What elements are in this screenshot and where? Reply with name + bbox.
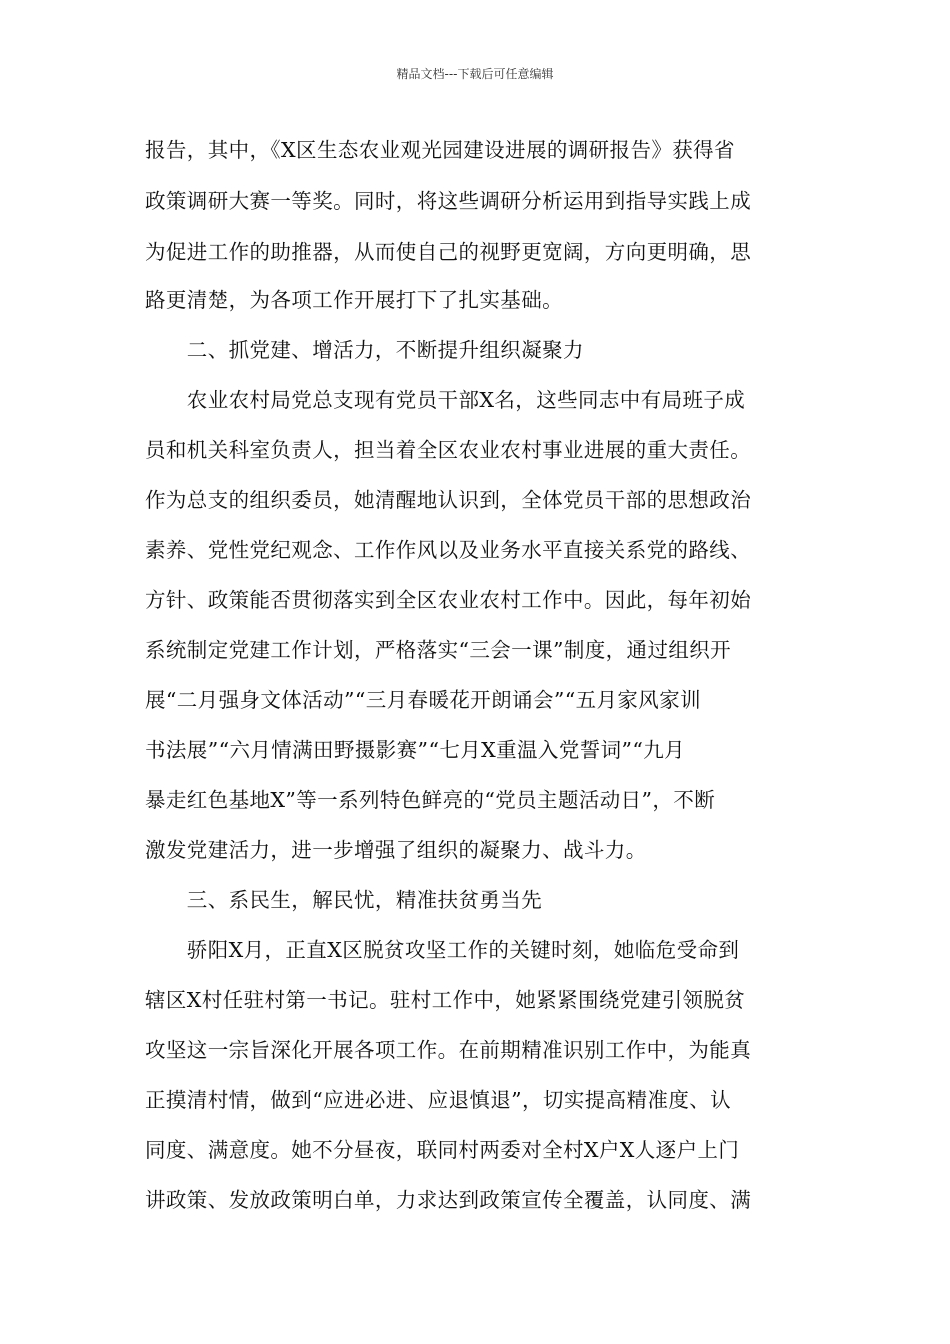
body-line: 员和机关科室负责人，担当着全区农业农村事业进展的重大责任。 — [145, 438, 752, 462]
body-line: 激发党建活力，进一步增强了组织的凝聚力、战斗力。 — [145, 838, 647, 862]
body-line: 辖区X村任驻村第一书记。驻村工作中，她紧紧围绕党建引领脱贫 — [145, 988, 746, 1012]
body-line: 报告，其中，《X区生态农业观光园建设进展的调研报告》获得省 — [145, 138, 735, 162]
body-line: 书法展”“六月情满田野摄影赛”“七月X重温入党誓词”“九月 — [145, 738, 686, 762]
section-heading: 二、抓党建、增活力，不断提升组织凝聚力 — [145, 338, 584, 362]
section-heading: 三、系民生，解民忧，精准扶贫勇当先 — [145, 888, 543, 912]
body-line: 同度、满意度。她不分昼夜，联同村两委对全村X户X人逐户上门 — [145, 1138, 740, 1162]
body-line: 作为总支的组织委员，她清醒地认识到，全体党员干部的思想政治 — [145, 488, 752, 512]
body-line: 系统制定党建工作计划，严格落实“三会一课”制度，通过组织开 — [145, 638, 732, 662]
body-line: 农业农村局党总支现有党员干部X名，这些同志中有局班子成 — [145, 388, 746, 412]
body-line: 路更清楚，为各项工作开展打下了扎实基础。 — [145, 288, 563, 312]
page-header: 精品文档---下载后可任意编辑 — [396, 67, 554, 81]
body-line: 素养、党性党纪观念、工作作风以及业务水平直接关系党的路线、 — [145, 538, 752, 562]
body-line: 为促进工作的助推器，从而使自己的视野更宽阔，方向更明确，思 — [145, 240, 752, 264]
body-line: 暴走红色基地X”等一系列特色鲜亮的“党员主题活动日”，不断 — [145, 788, 716, 812]
body-line: 正摸清村情，做到“应进必进、应退慎退”，切实提高精准度、认 — [145, 1088, 732, 1112]
body-line: 骄阳X月，正直X区脱贫攻坚工作的关键时刻，她临危受命到 — [145, 938, 740, 962]
body-line: 政策调研大赛一等奖。同时，将这些调研分析运用到指导实践上成 — [145, 189, 752, 213]
body-line: 攻坚这一宗旨深化开展各项工作。在前期精准识别工作中，为能真 — [145, 1038, 752, 1062]
body-line: 方针、政策能否贯彻落实到全区农业农村工作中。因此，每年初始 — [145, 588, 752, 612]
body-line: 展“二月强身文体活动”“三月春暖花开朗诵会”“五月家风家训 — [145, 688, 701, 712]
body-line: 讲政策、发放政策明白单，力求达到政策宣传全覆盖，认同度、满 — [145, 1188, 752, 1212]
